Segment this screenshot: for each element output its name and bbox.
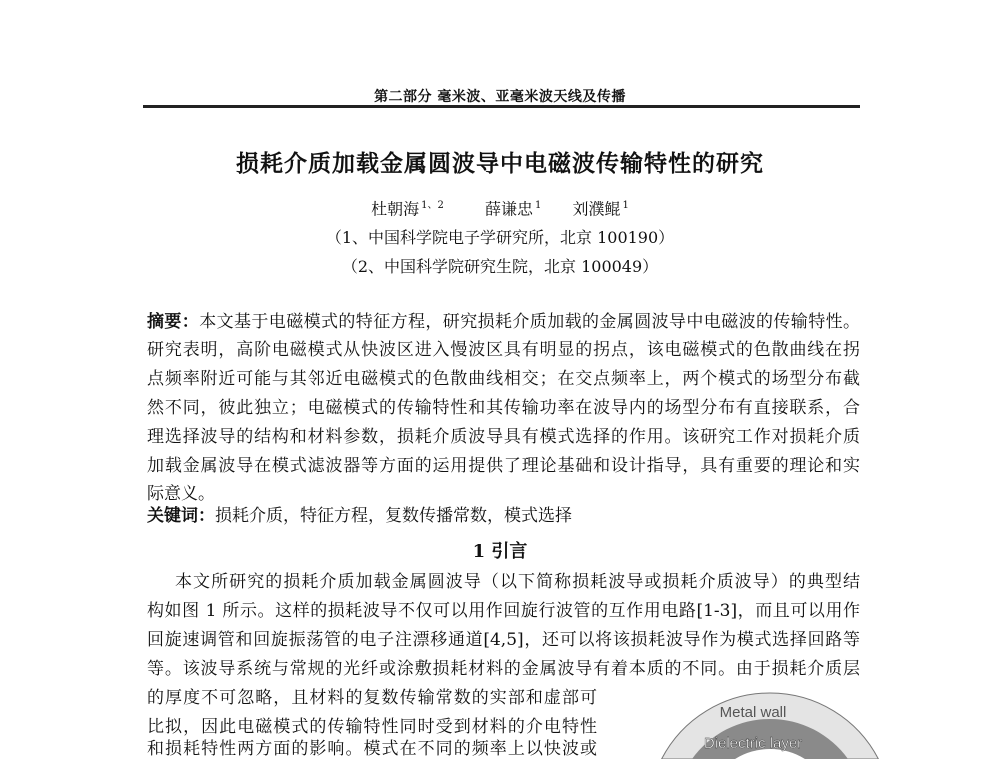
author-name: 杜朝海	[371, 199, 420, 219]
author-affiliation-mark: 1、2	[421, 200, 444, 211]
intro-line: 回旋速调管和回旋振荡管的电子注漂移通道[4,5]，还可以将该损耗波导作为模式选择回路等	[147, 630, 860, 650]
intro-line: 和损耗特性两方面的影响。模式在不同的频率上以快波或	[147, 739, 597, 759]
intro-line: 比拟，因此电磁模式的传输特性同时受到材料的介电特性	[147, 717, 597, 737]
abstract-line: 摘要：本文基于电磁模式的特征方程，研究损耗介质加载的金属圆波导中电磁波的传输特性。	[147, 312, 861, 332]
waveguide-cross-section-figure	[640, 690, 900, 759]
abstract-label: 摘要：	[147, 312, 200, 332]
header-rule	[143, 105, 860, 108]
keywords-label: 关键词：	[147, 506, 215, 526]
author-affiliation-mark: 1	[622, 200, 629, 211]
dielectric-layer-label: Dielectric layer	[703, 735, 803, 752]
abstract-line: 加载金属波导在模式滤波器等方面的运用提供了理论基础和设计指导，具有重要的理论和实	[147, 456, 860, 476]
abstract-line: 点频率附近可能与其邻近电磁模式的色散曲线相交；在交点频率上，两个模式的场型分布截	[147, 369, 860, 389]
section-heading: 1 引言	[472, 541, 528, 562]
author-list	[0, 196, 1000, 219]
running-header: 第二部分 毫米波、亚毫米波天线及传播	[374, 89, 626, 105]
intro-line: 等。该波导系统与常规的光纤或涂敷损耗材料的金属波导有着本质的不同。由于损耗介质层	[147, 659, 860, 679]
keywords-text: 损耗介质，特征方程，复数传播常数，模式选择	[215, 506, 572, 526]
affiliation-1: （1、中国科学院电子学研究所，北京 100190）	[325, 228, 675, 247]
intro-line: 的厚度不可忽略，且材料的复数传输常数的实部和虚部可	[147, 688, 597, 708]
abstract-line: 际意义。	[147, 484, 215, 504]
metal-wall-label: Metal wall	[719, 704, 787, 721]
abstract-line: 研究表明，高阶电磁模式从快波区进入慢波区具有明显的拐点，该电磁模式的色散曲线在拐	[147, 340, 860, 360]
author-name: 薛谦忠	[484, 199, 533, 219]
intro-line: 构如图 1 所示。这样的损耗波导不仅可以用作回旋行波管的互作用电路[1-3]，而且可以用作	[147, 601, 860, 621]
abstract-line: 理选择波导的结构和材料参数，损耗介质波导具有模式选择的作用。该研究工作对损耗介质	[147, 427, 860, 447]
author-affiliation-mark: 1	[535, 200, 542, 211]
author-name: 刘濮鲲	[572, 199, 621, 219]
paper-title: 损耗介质加载金属圆波导中电磁波传输特性的研究	[236, 150, 764, 177]
keywords	[147, 505, 860, 527]
abstract-line: 然不同，彼此独立；电磁模式的传输特性和其传输功率在波导内的场型分布有直接联系，合	[147, 398, 860, 418]
intro-line: 本文所研究的损耗介质加载金属圆波导（以下简称损耗波导或损耗介质波导）的典型结	[175, 572, 860, 592]
affiliation-2: （2、中国科学院研究生院，北京 100049）	[341, 257, 659, 276]
